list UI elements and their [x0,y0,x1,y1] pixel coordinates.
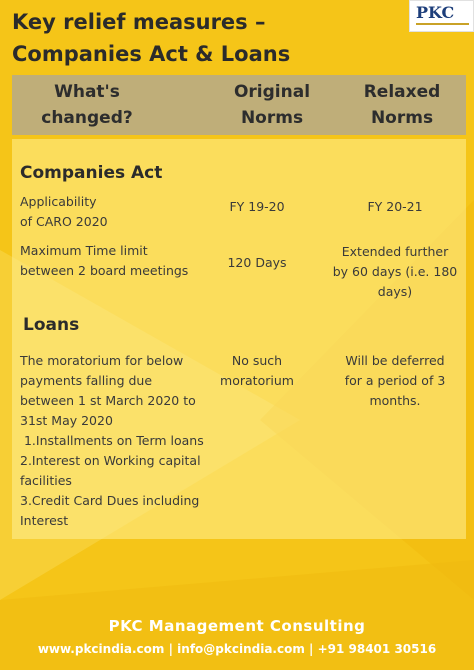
row-board-meetings-original: 120 Days [227,255,287,270]
logo-text: PKC [416,3,455,22]
title-line-2: Companies Act & Loans [12,42,291,66]
footer-contact-line: www.pkcindia.com | info@pkcindia.com | +91 98401 30516 [37,642,437,656]
row-loans-original: No such moratorium [220,353,294,388]
header-original-norms: Original Norms [233,82,311,128]
row-board-meetings-what: Maximum Time limit between 2 board meetings [20,243,189,278]
row-board-meetings-relaxed: Extended further by 60 days (i.e. 180 days) [332,244,458,299]
page-title [12,6,290,70]
row-loans-what: The moratorium for below payments falling due between 1 st March 2020 to 31st May 2020 1.Installments on Term loans 2.Interest on Working capital facilities 3.Credit Card Dues including Interest [20,353,204,528]
row-loans-relaxed: Will be deferred for a period of 3 months. [344,353,446,408]
section-heading-loans: Loans [23,315,80,335]
row-caro-what: Applicability of CARO 2020 [20,194,108,229]
footer-company-name: PKC Management Consulting [108,617,366,635]
header-whats-changed: What's changed? [41,82,133,128]
section-heading-companies-act: Companies Act [20,163,163,183]
title-line-1: Key relief measures – [12,10,266,34]
logo-underline [416,23,469,25]
header-relaxed-norms: Relaxed Norms [363,82,441,128]
row-caro-original: FY 19-20 [229,199,285,214]
row-caro-relaxed: FY 20-21 [367,199,423,214]
pkc-logo [409,0,474,32]
table-header [12,75,466,135]
